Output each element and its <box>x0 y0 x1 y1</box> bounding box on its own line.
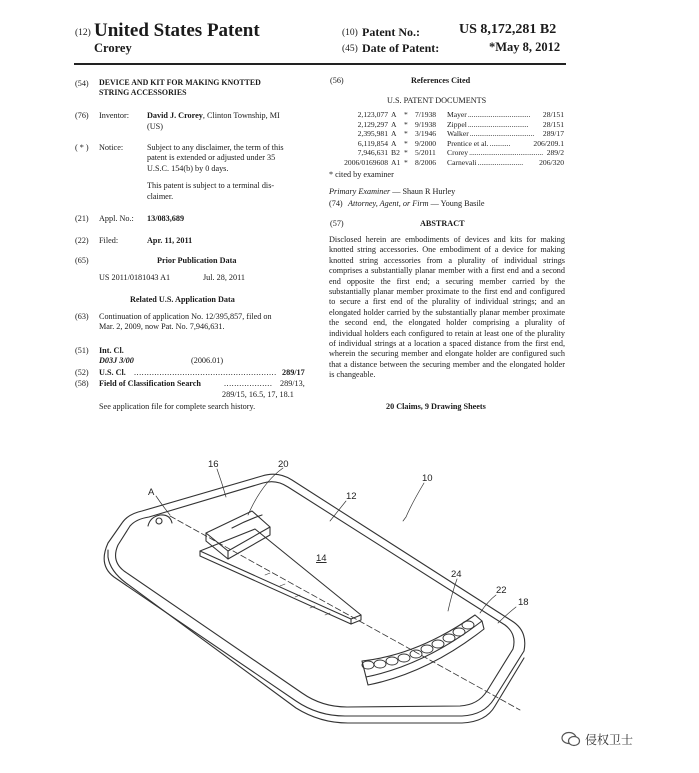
reference-star: * <box>404 110 408 119</box>
reference-date: 5/2011 <box>415 148 436 157</box>
invention-title-line2: STRING ACCESSORIES <box>99 88 187 97</box>
reference-name: Crorey <box>447 148 469 157</box>
reference-date: 3/1946 <box>415 129 437 138</box>
leader-12 <box>330 501 346 521</box>
reference-cls: 289/2 <box>546 148 564 157</box>
reference-kind: A <box>391 119 397 129</box>
reference-row <box>330 120 570 130</box>
reference-cls: 28/151 <box>542 110 564 119</box>
reference-cls: 206/320 <box>539 157 564 167</box>
reference-num: 6,119,854 <box>357 138 388 148</box>
hanging-hole <box>156 518 162 524</box>
reference-star: * <box>404 138 408 148</box>
header-rule <box>74 63 566 65</box>
patent-number: US 8,172,281 B2 <box>459 22 557 37</box>
field-search-dots: ................... <box>224 379 273 388</box>
leader-16 <box>217 469 226 497</box>
board-thickness <box>108 550 524 723</box>
intcl-class: D03J 3/00 <box>99 356 134 365</box>
field-search-code: (58) <box>75 379 89 388</box>
continuation-line-1: Continuation of application No. 12/395,857, filed on <box>99 312 272 321</box>
search-history-note: See application file for complete search history. <box>99 402 256 411</box>
reference-num: 7,946,631 <box>357 148 388 157</box>
reference-row <box>330 148 570 158</box>
date-label: Date of Patent: <box>362 41 440 55</box>
intcl-label: Int. Cl. <box>99 346 124 355</box>
reference-cls: 206/209.1 <box>533 138 564 148</box>
reference-kind: A1 <box>391 157 401 167</box>
reference-num: 2,123,077 <box>357 110 388 119</box>
field-search-label: Field of Classification Search <box>99 379 201 388</box>
ref-label-12: 12 <box>346 491 357 502</box>
primary-examiner-name: — Shaun R Hurley <box>390 187 456 196</box>
uscl-dots: ........................................................ <box>134 368 277 377</box>
reference-dots: ................................. <box>467 110 531 119</box>
uscl-code: (52) <box>75 368 89 377</box>
ruler-marks <box>265 573 330 615</box>
reference-name: Mayer <box>447 110 467 119</box>
appl-code: (21) <box>75 214 89 223</box>
inventor-surname: Crorey <box>94 41 132 55</box>
leader-18 <box>498 607 516 623</box>
reference-row <box>330 158 570 168</box>
ref-label-16: 16 <box>208 459 219 470</box>
field-search-value-2: 289/15, 16.5, 17, 18.1 <box>222 390 294 399</box>
holder-caps <box>362 621 474 669</box>
watermark-text: 侵权卫士 <box>585 733 634 747</box>
patent-date: *May 8, 2012 <box>489 40 561 54</box>
filed-code: (22) <box>75 236 89 245</box>
continuation-code: (63) <box>75 312 89 321</box>
inventor-country: (US) <box>147 122 163 131</box>
clamp-lever <box>232 515 262 528</box>
reference-num: 2,129,297 <box>357 119 388 129</box>
ref-label-24: 24 <box>451 569 462 580</box>
filed-date: Apr. 11, 2011 <box>147 236 193 245</box>
reference-date: 9/1938 <box>415 119 437 129</box>
reference-star: * <box>404 129 408 138</box>
reference-row <box>330 110 570 120</box>
ref-label-20: 20 <box>278 459 289 470</box>
reference-name: Prentice et al. <box>447 138 489 148</box>
inventor-name: David J. Crorey <box>147 111 203 120</box>
ruler-left-edge <box>200 551 351 624</box>
prior-pub-date: Jul. 28, 2011 <box>203 273 246 282</box>
ref-label-10: 10 <box>422 473 433 484</box>
prior-pub-code: (65) <box>75 256 89 265</box>
intcl-year: (2006.01) <box>191 356 224 365</box>
patent-no-label: Patent No.: <box>362 25 420 39</box>
abstract-text: Disclosed herein are embodiments of devices and kits for making knotted string accessories. One embodiment of a device for making knotted string accessories from a plurality of individual strings comprises a substantially planar member with a first end and a second end opposite the first end; a securing member carried by the substantially planar member proximate to the first end and configured to secure a first end of the plurality of individual strings; and an elongated holder carried by the substantially planar member proximate the second end, the elongated holder comprising a plurality of individual holders each configured to retain at least one of the plurality of individual strings at a location a spaced distance from the first end, wherein the securing member and elongate holder are configured such that a distance between the securing member and the elongated holder is changeable. <box>329 235 565 380</box>
reference-kind: A <box>391 129 397 138</box>
notice-label: Notice: <box>99 143 124 152</box>
wechat-icon <box>561 731 581 747</box>
field-search-value-1: 289/13, <box>280 379 305 388</box>
reference-num: 2,395,981 <box>357 129 388 138</box>
reference-kind: B2 <box>391 148 400 157</box>
reference-date: 7/1938 <box>415 110 437 119</box>
prior-pub-number: US 2011/0181043 A1 <box>99 273 171 282</box>
uscl-value: 289/17 <box>282 368 305 377</box>
document-title: United States Patent <box>94 20 260 41</box>
references-heading: References Cited <box>411 76 471 85</box>
appl-label: Appl. No.: <box>99 214 134 223</box>
ref-label-22: 22 <box>496 585 507 596</box>
continuation-line-2: Mar. 2, 2009, now Pat. No. 7,946,631. <box>99 322 225 331</box>
references-code: (56) <box>330 76 344 85</box>
ref-label-14: 14 <box>316 553 327 564</box>
notice-line-1: Subject to any disclaimer, the term of this <box>147 143 284 152</box>
reference-kind: A <box>391 110 397 119</box>
reference-date: 9/2000 <box>415 138 437 148</box>
reference-star: * <box>404 148 408 157</box>
reference-kind: A <box>391 138 397 148</box>
patent-drawing <box>0 425 699 745</box>
claims-sheets: 20 Claims, 9 Drawing Sheets <box>386 402 486 411</box>
reference-cls: 28/151 <box>542 119 564 129</box>
inventor-entry <box>147 111 280 121</box>
reference-row <box>330 129 570 139</box>
cited-by-examiner-note: * cited by examiner <box>329 170 394 179</box>
reference-star: * <box>404 119 408 129</box>
title-code: (54) <box>75 79 89 88</box>
reference-name: Zippel <box>447 119 467 129</box>
kind-code-number: (12) <box>75 28 91 38</box>
reference-cls: 289/17 <box>542 129 564 138</box>
filed-label: Filed: <box>99 236 119 245</box>
primary-examiner <box>329 187 455 197</box>
terminal-disclaimer-line-2: claimer. <box>147 192 174 201</box>
notice-line-2: patent is extended or adjusted under 35 <box>147 153 276 162</box>
reference-dots: ........................ <box>477 157 524 167</box>
reference-dots: ....................................... <box>469 148 544 157</box>
reference-dots: .................................. <box>469 129 535 138</box>
patent-no-code: (10) <box>342 28 358 38</box>
reference-name: Walker <box>447 129 469 138</box>
ref-label-18: 18 <box>518 597 529 608</box>
invention-title-line1: DEVICE AND KIT FOR MAKING KNOTTED <box>99 78 261 87</box>
notice-code: ( * ) <box>75 143 89 152</box>
leader-10 <box>403 483 424 521</box>
attorney <box>348 199 485 209</box>
reference-row <box>330 139 570 149</box>
terminal-disclaimer-line-1: This patent is subject to a terminal dis- <box>147 181 275 190</box>
reference-num: 2006/0169608 <box>344 157 388 167</box>
centre-line <box>170 516 520 710</box>
reference-dots: ................................ <box>467 119 529 129</box>
inventor-code: (76) <box>75 111 89 120</box>
ref-label-A: A <box>148 487 155 498</box>
abstract-code: (57) <box>330 219 344 228</box>
reference-name: Carnevali <box>447 157 477 167</box>
leader-24 <box>448 579 457 611</box>
reference-date: 8/2006 <box>415 157 437 167</box>
inventor-label: Inventor: <box>99 111 130 120</box>
primary-examiner-label: Primary Examiner <box>329 187 391 196</box>
prior-pub-heading: Prior Publication Data <box>157 256 237 265</box>
us-patent-documents-heading: U.S. PATENT DOCUMENTS <box>387 96 487 105</box>
reference-star: * <box>404 157 408 167</box>
attorney-code: (74) <box>329 199 343 208</box>
notice-line-3: U.S.C. 154(b) by 0 days. <box>147 164 229 173</box>
related-heading: Related U.S. Application Data <box>130 295 235 304</box>
uscl-label: U.S. Cl. <box>99 368 126 377</box>
date-code: (45) <box>342 44 358 54</box>
attorney-name: — Young Basile <box>428 199 485 208</box>
board-outer-edge <box>104 474 525 716</box>
appl-number: 13/083,689 <box>147 214 185 223</box>
reference-dots: ........... <box>489 138 511 148</box>
intcl-code: (51) <box>75 346 89 355</box>
attorney-label: Attorney, Agent, or Firm <box>348 199 429 208</box>
abstract-heading: ABSTRACT <box>420 219 465 228</box>
inventor-location: , Clinton Township, MI <box>202 111 280 120</box>
ruler-top <box>200 529 361 619</box>
leader-A <box>156 496 170 515</box>
